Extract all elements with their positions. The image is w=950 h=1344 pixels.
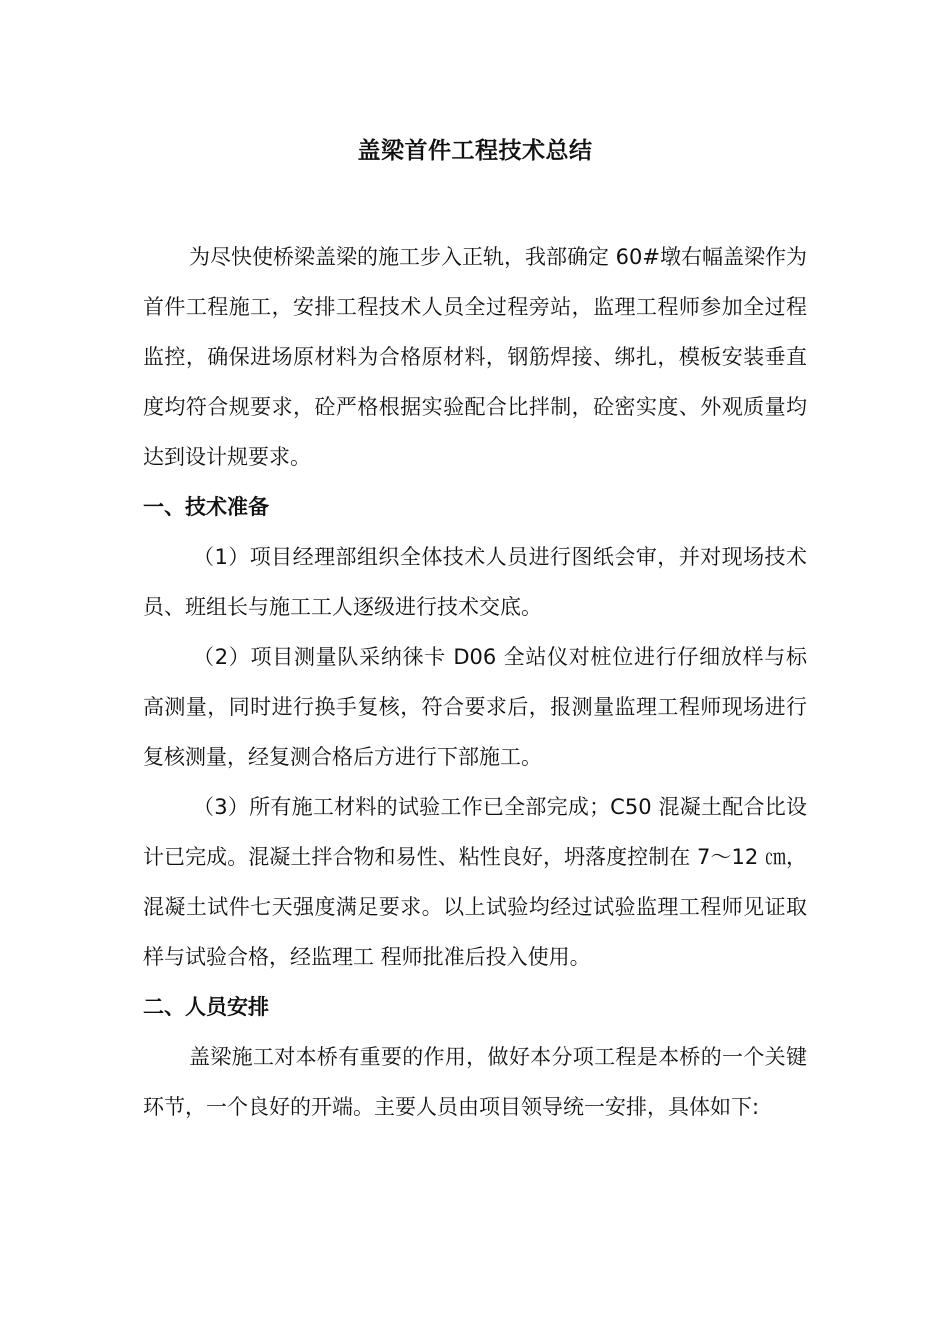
section-heading-staffing: 二、人员安排 [143,995,269,1019]
section1-item-2: （2）项目测量队采纳徕卡 D06 全站仪对桩位进行仔细放样与标高测量，同时进行换手复核，符合要求后，报测量监理工程师现场进行复核测量，经复测合格后方进行下部施工。 [143,645,807,769]
document-body [143,232,807,1132]
document-title: 盖梁首件工程技术总结 [357,138,593,164]
section-heading-technical-preparation: 一、技术准备 [143,495,269,519]
section1-item-3: （3）所有施工材料的试验工作已全部完成；C50 混凝土配合比设计已完成。混凝土拌合物和易性、粘性良好，坍落度控制在 7～12 ㎝，混凝土试件七天强度满足要求。以上试验均经过试验监理工程师见证取样与试验合格，经监理工 程师批准后投入使用。 [143,795,807,969]
section1-item-1: （1）项目经理部组织全体技术人员进行图纸会审，并对现场技术员、班组长与施工工人逐级进行技术交底。 [143,545,807,619]
section2-paragraph: 盖梁施工对本桥有重要的作用，做好本分项工程是本桥的一个关键环节，一个良好的开端。主要人员由项目领导统一安排，具体如下: [143,1045,807,1119]
intro-paragraph: 为尽快使桥梁盖梁的施工步入正轨，我部确定 60#墩右幅盖梁作为首件工程施工，安排工程技术人员全过程旁站，监理工程师参加全过程监控，确保进场原材料为合格原材料，钢筋焊接、绑扎，模板安装垂直度均符合规要求，砼严格根据实验配合比拌制，砼密实度、外观质量均达到设计规要求。 [143,245,807,469]
